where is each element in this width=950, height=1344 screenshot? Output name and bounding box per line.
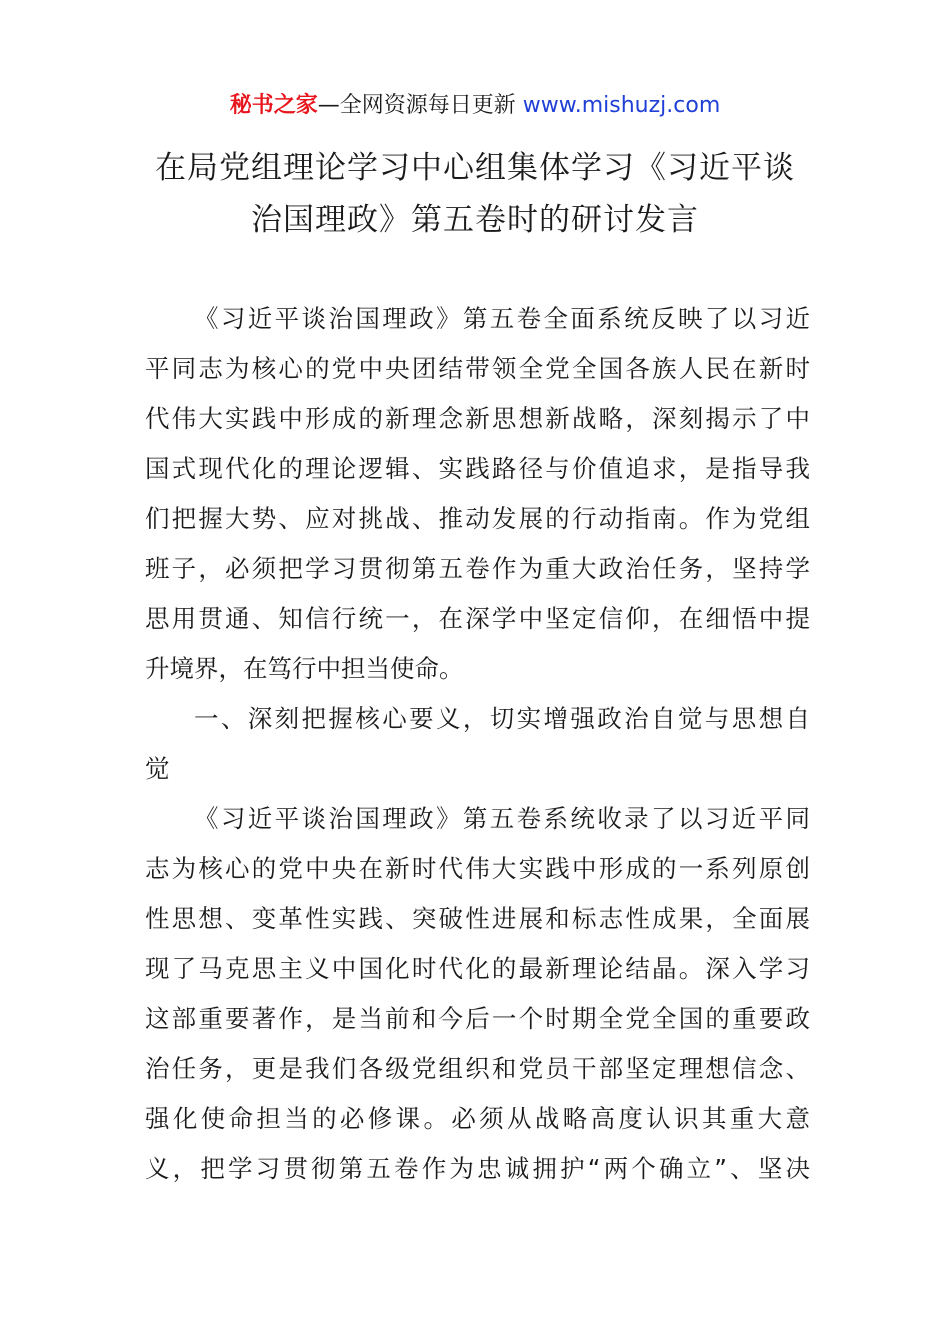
- brand-name: 秘书之家: [229, 93, 318, 118]
- paragraph-line: 义，把学习贯彻第五卷作为忠诚拥护“两个确立”、坚决: [145, 1154, 810, 1183]
- document-body: [145, 294, 810, 1194]
- paragraph-line: 思用贯通、知信行统一，在深学中坚定信仰，在细悟中提: [145, 604, 810, 633]
- paragraph-line: 们把握大势、应对挑战、推动发展的行动指南。作为党组: [145, 504, 810, 533]
- document-title: [120, 142, 830, 246]
- paragraph-line: 国式现代化的理论逻辑、实践路径与价值追求，是指导我: [145, 454, 810, 483]
- paragraph-line: 《习近平谈治国理政》第五卷全面系统反映了以习近: [194, 304, 810, 333]
- paragraph-line: 《习近平谈治国理政》第五卷系统收录了以习近平同: [194, 804, 810, 833]
- title-line: 在局党组理论学习中心组集体学习《习近平谈: [155, 150, 795, 186]
- paragraph-line: 这部重要著作，是当前和今后一个时期全党全国的重要政: [145, 1004, 810, 1033]
- section-heading-line: 觉: [145, 754, 170, 783]
- title-line: 治国理政》第五卷时的研讨发言: [251, 202, 699, 238]
- paragraph-line: 现了马克思主义中国化时代化的最新理论结晶。深入学习: [145, 954, 810, 983]
- paragraph-line: 性思想、变革性实践、突破性进展和标志性成果，全面展: [145, 904, 810, 933]
- paragraph-line: 升境界，在笃行中担当使命。: [145, 654, 464, 683]
- paragraph-line: 强化使命担当的必修课。必须从战略高度认识其重大意: [145, 1104, 810, 1133]
- site-header: [0, 86, 950, 126]
- paragraph-line: 平同志为核心的党中央团结带领全党全国各族人民在新时: [145, 354, 810, 383]
- paragraph-line: 志为核心的党中央在新时代伟大实践中形成的一系列原创: [145, 854, 810, 883]
- header-tagline: —全网资源每日更新: [317, 93, 523, 118]
- section-heading-line: 一、深刻把握核心要义，切实增强政治自觉与思想自: [194, 704, 810, 733]
- site-url-link[interactable]: www.mishuzj.com: [522, 93, 721, 118]
- paragraph-line: 班子，必须把学习贯彻第五卷作为重大政治任务，坚持学: [145, 554, 810, 583]
- paragraph-line: 代伟大实践中形成的新理念新思想新战略，深刻揭示了中: [145, 404, 810, 433]
- paragraph-line: 治任务，更是我们各级党组织和党员干部坚定理想信念、: [145, 1054, 810, 1083]
